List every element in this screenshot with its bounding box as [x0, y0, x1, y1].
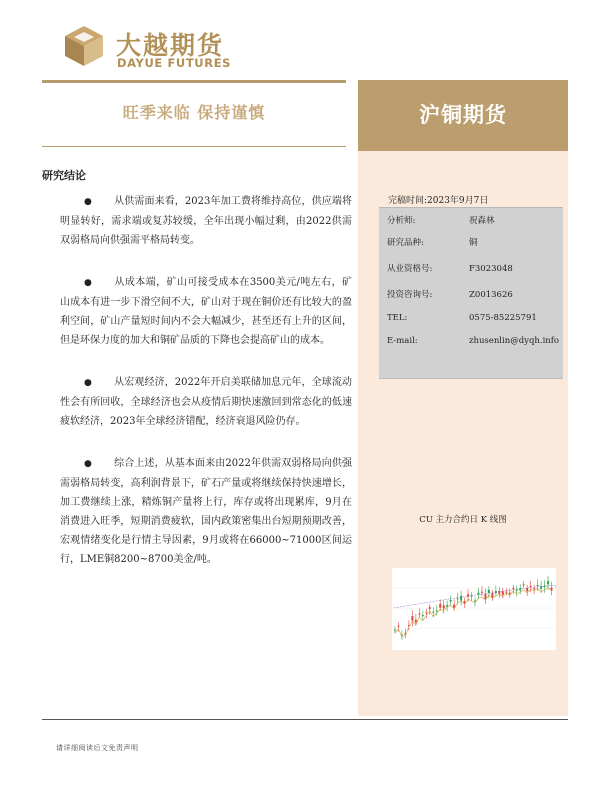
- candle-body: [523, 584, 525, 585]
- candle-body: [481, 592, 483, 593]
- candle-body: [530, 586, 532, 587]
- candle-body: [439, 604, 441, 608]
- completion-date: 完稿时间:2023年9月7日: [388, 196, 489, 206]
- brand-name-cn: 大越期货: [116, 31, 225, 60]
- report-subtitle: 旺季来临 保持谨慎: [122, 103, 266, 122]
- candle-body: [418, 614, 420, 615]
- info-row-product: 研究品种: 铜: [387, 238, 478, 248]
- candle-body: [411, 616, 413, 621]
- brand-name-en: DAYUE FUTURES: [117, 56, 232, 70]
- candle-body: [502, 591, 504, 594]
- info-row-license: 从业资格号: F3023048: [387, 264, 513, 274]
- analyst-info-table: [379, 207, 563, 379]
- cube-logo-icon: [62, 24, 106, 68]
- header-rule: [42, 80, 346, 83]
- info-row-email: E-mail: zhusenlin@dyqh.info: [387, 336, 560, 346]
- info-row-advisory: 投资咨询号: Z0013626: [387, 290, 513, 300]
- bullet-icon: [60, 373, 114, 393]
- candle-body: [425, 612, 427, 613]
- candle-body: [516, 590, 518, 591]
- candle-body: [537, 585, 539, 586]
- bullet-icon: [60, 454, 114, 474]
- candle-body: [533, 588, 535, 589]
- disclaimer-note: 请详细阅读后文免责声明: [56, 744, 139, 752]
- candle-body: [453, 605, 455, 608]
- candle-body: [422, 615, 424, 616]
- conclusion-point: ●从宏观经济，2022年开启美联储加息元年，全球流动性会有所回收，全球经济也会从疫情后期快速激回到常态化的低速疲软经济，2023年全球经济错配，经济衰退风险仍存。: [60, 373, 352, 431]
- candle-body: [397, 626, 399, 627]
- bullet-icon: [60, 192, 114, 212]
- candle-body: [443, 605, 445, 608]
- info-row-tel: TEL: 0575-85225791: [387, 313, 537, 323]
- candle-body: [526, 588, 528, 591]
- candle-body: [474, 600, 476, 601]
- candle-body: [498, 591, 500, 594]
- candle-body: [488, 590, 490, 593]
- candle-body: [394, 630, 396, 631]
- candle-body: [457, 598, 459, 599]
- chart-caption: CU 主力合约日 K 线图: [419, 515, 507, 525]
- header-rule-bottom: [42, 146, 346, 147]
- report-title-box: [358, 80, 568, 151]
- section-heading: 研究结论: [42, 169, 86, 182]
- conclusion-list: [60, 192, 352, 592]
- candle-body: [450, 600, 452, 602]
- candle-body: [512, 588, 514, 589]
- candle-body: [415, 620, 417, 623]
- brand-logo: [62, 22, 242, 74]
- info-row-analyst: 分析师: 祝森林: [387, 216, 495, 226]
- candle-body: [432, 612, 434, 613]
- candle-body: [429, 607, 431, 609]
- candle-body: [505, 592, 507, 593]
- bullet-icon: [60, 273, 114, 293]
- conclusion-point: ●从供需面来看，2023年加工费将维持高位，供应端将明显转好，需求端或复苏较缓，全年出现小幅过剩，由2022供需双弱格局向供强需平格局转变。: [60, 192, 352, 250]
- footer-rule: [42, 719, 568, 720]
- candle-body: [460, 596, 462, 601]
- conclusion-point: ●综合上述，从基本面来由2022年供需双弱格局向供强需弱格局转变，高利润背景下，矿石产量或将继续保持快速增长，加工费继续上涨，精炼铜产量将上行，库存或将出现累库，9月在消费进入旺季，短期消费疲软，国内政策密集出台短期预期改善，宏观情绪变化是行情主导因素，9月或将在66000~71000区间运行，LME铜8200~8700美金/吨。: [60, 454, 352, 569]
- candlestick-chart-image: [392, 568, 556, 650]
- report-title: 沪铜期货: [419, 103, 507, 127]
- conclusion-point: ●从成本端，矿山可接受成本在3500美元/吨左右，矿山成本有进一步下滑空间不大，矿山对于现在铜价还有比较大的盈利空间，矿山产量短时间内不会大幅减少，甚至还有上升的区间，但是环保力度的加大和铜矿品质的下降也会提高矿山的成本。: [60, 273, 352, 350]
- candle-body: [436, 611, 438, 612]
- candle-body: [547, 581, 549, 584]
- candle-body: [484, 594, 486, 599]
